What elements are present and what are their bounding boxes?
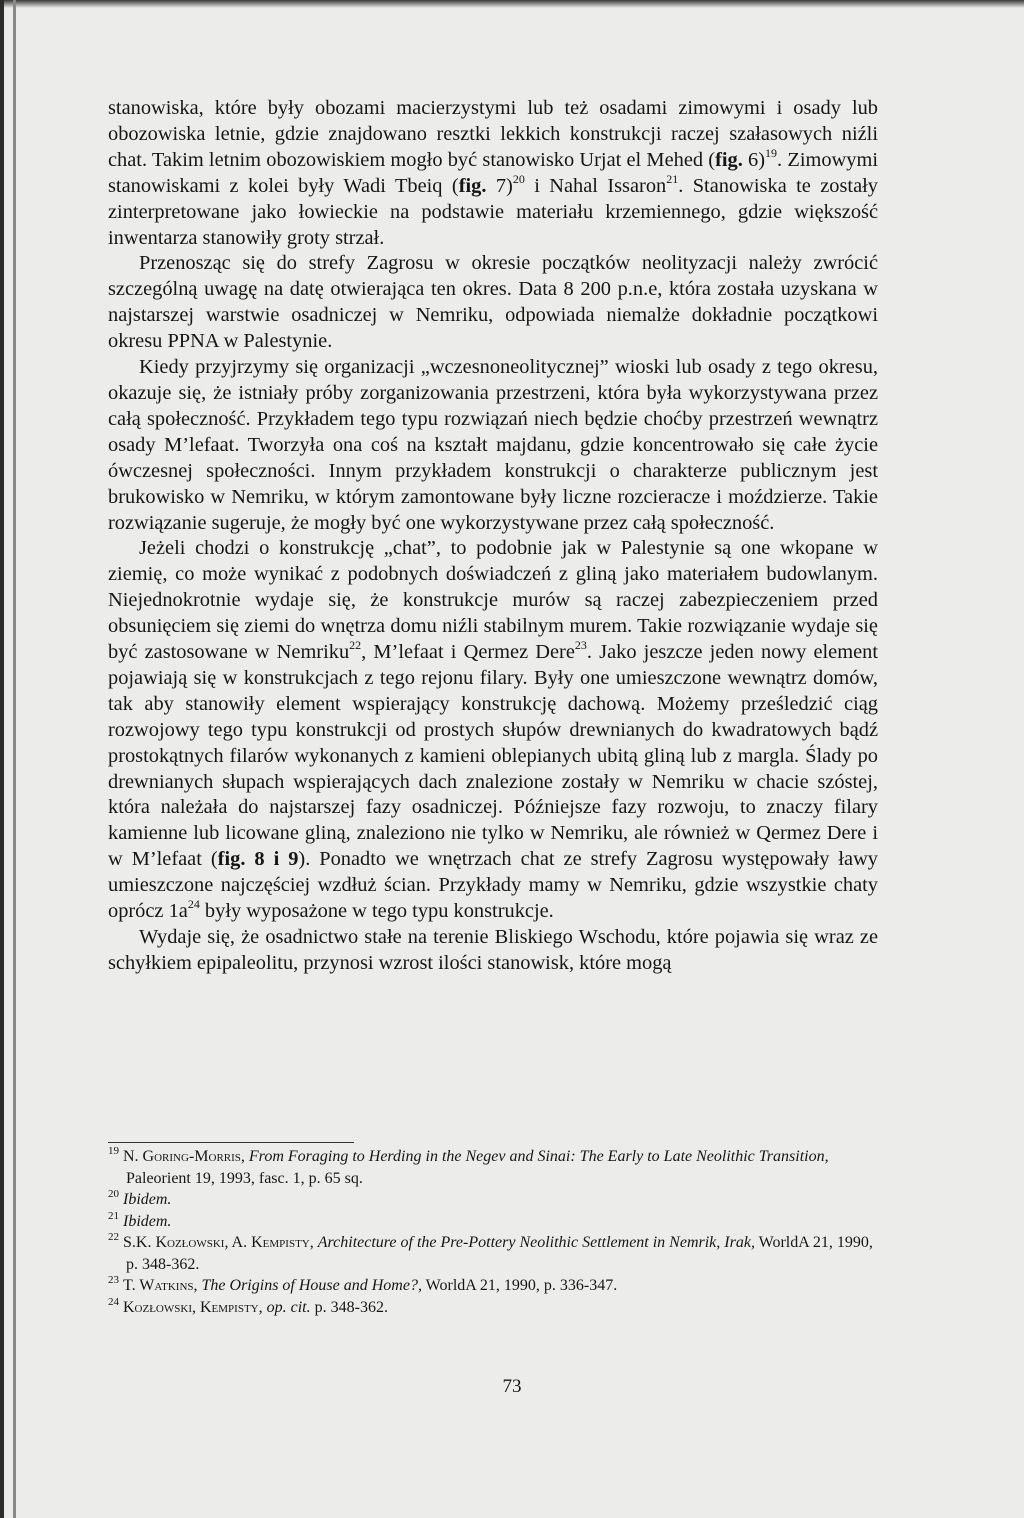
text-run: Jeżeli chodzi o konstrukcję „chat”, to podobnie jak w Palestynie są one wkopane w ziemię, co może wynikać z podobnych doświadczeń z gliną jako materiałem budowlanym. Niejednokrotnie wydaje się, że konstrukcje murów są raczej zabezpieczeniem przed obsunięciem się ziemi do wnętrza domu niźli stabilnym murem. Takie rozwiązanie wydaje się być zastosowane w Nemriku (108, 537, 878, 664)
text-run: 6) (742, 148, 766, 171)
paragraph-5: Wydaje się, że osadnictwo stałe na terenie Bliskiego Wschodu, które pojawia się wraz ze schyłkiem epipaleolitu, przynosi wzrost ilości stanowisk, które mogą (108, 926, 878, 974)
text-run: i Nahal Issaron (524, 174, 667, 197)
footnote-source: p. 348-362. (310, 1298, 388, 1316)
footnote-source: WorldA 21, 1990, p. 336-347. (421, 1277, 618, 1294)
footnote-text: Ibidem. (123, 1191, 172, 1208)
footnote-ref-20: 20 (512, 171, 525, 186)
footnote-author: T. Watkins, (123, 1277, 202, 1294)
footnote-19 (108, 1146, 878, 1189)
footnote-title: The Origins of House and Home?, (201, 1277, 422, 1294)
scan-top-shadow (0, 0, 1024, 8)
footnote-ref-22: 22 (349, 638, 362, 653)
footnote-number: 21 (108, 1209, 119, 1222)
footnote-source: Paleorient 19, 1993, fasc. 1, p. 65 sq. (126, 1169, 363, 1187)
text-run: 7) (486, 174, 513, 197)
footnote-number: 24 (108, 1295, 119, 1308)
text-run: . Jako jeszcze jeden nowy element pojawiają się w konstrukcjach z tego rejonu filary. Były one umieszczone wewnątrz domów, tak aby stanowiły element wspierający konstrukcję dachową. Możemy prześledzić ciąg rozwojowy tego typu konstrukcji od prostych słupów drewnianych do kwadratowych bądź prostokątnych filarów wykonanych z kamieni oblepianych ubitą gliną lub z margla. Ślady po drewnianych słupach wspierających dach znalezione zostały w Nemriku w chacie szóstej, która należała do najstarszej fazy osadniczej. Późniejsze fazy rozwoju, to znaczy filary kamienne lub licowane gliną, znaleziono nie tylko w Nemriku, ale również w Qermez Dere i w M’lefaat ( (108, 641, 878, 871)
book-binding-line (13, 0, 16, 1518)
paragraph-1 (108, 96, 878, 251)
footnotes (108, 1146, 878, 1318)
footnote-24 (108, 1297, 878, 1319)
footnote-ref-23: 23 (574, 638, 587, 653)
text-run: . Zimowymi stanowiskami z kolei były Wadi Tbeiq ( (108, 148, 878, 197)
text-run: stanowiska, które były obozami macierzystymi lub też osadami zimowymi i osady lub obozowiska letnie, gdzie znajdowano resztki lekkich konstrukcji raczej szałasowych niźli chat. Takim letnim obozowiskiem mogło być stanowisko Urjat el Mehed ( (108, 97, 878, 171)
footnote-20 (108, 1189, 878, 1211)
footnote-number: 19 (108, 1145, 119, 1157)
footnote-title: From Foraging to Herding in the Negev and Sinai: The Early to Late Neolithic Transition, (248, 1148, 829, 1165)
text-run: , M’lefaat i Qermez Dere (361, 641, 575, 664)
text-run: . Stanowiska te zostały zinterpretowane jako łowieckie na podstawie materiału krzemiennego, gdzie większość inwentarza stanowiły groty strzał. (108, 174, 878, 249)
footnote-author: Kozłowski, Kempisty, (123, 1298, 267, 1316)
footnote-title: op. cit. (266, 1298, 311, 1316)
footnote-ref-24: 24 (187, 897, 200, 912)
paragraph-3: Kiedy przyjrzymy się organizacji „wczesnoneolitycznej” wioski lub osady z tego okresu, okazuje się, że istniały próby zorganizowania przestrzeni, która była wykorzystywana przez całą społeczność. Przykładem tego typu rozwiązań niech będzie choćby przestrzeń wewnątrz osady M’lefaat. Tworzyła ona coś na kształt majdanu, gdzie koncentrowało się całe życie ówczesnej społeczności. Innym przykładem konstrukcji o charakterze publicznym jest brukowisko w Nemriku, w którym zamontowane były liczne rozcieracze i moździerze. Takie rozwiązanie sugeruje, że mogły być one wykorzystywane przez całą społeczność. (108, 356, 878, 534)
footnote-author: S.K. Kozłowski, A. Kempisty, (123, 1234, 318, 1251)
figure-ref: fig. (715, 148, 743, 171)
footnote-number: 20 (108, 1188, 119, 1200)
footnote-ref-21: 21 (666, 171, 679, 186)
page-number: 73 (502, 1376, 522, 1397)
footnote-author: N. Goring-Morris, (123, 1148, 249, 1165)
footnote-number: 22 (108, 1231, 119, 1243)
figure-ref: fig. 8 i 9 (217, 848, 299, 871)
body-text (108, 96, 878, 977)
footnote-23 (108, 1275, 878, 1297)
paragraph-4 (108, 536, 878, 925)
footnote-source: WorldA 21, 1990, p. 348-362. (126, 1234, 873, 1273)
footnote-title: Architecture of the Pre-Pottery Neolithic Settlement in Nemrik, Irak, (317, 1234, 755, 1251)
footnote-text: Ibidem. (123, 1212, 172, 1230)
paragraph-2: Przenosząc się do strefy Zagrosu w okresie początków neolityzacji należy zwrócić szczególną uwagę na datę otwierająca ten okres. Data 8 200 p.n.e, która została uzyskana w najstarszej warstwie osadniczej w Nemriku, odpowiada niemalże dokładnie początkowi okresu PPNA w Palestynie. (108, 252, 878, 353)
footnote-ref-19: 19 (765, 145, 778, 160)
text-run: były wyposażone w tego typu konstrukcje. (199, 900, 554, 923)
footnote-number: 23 (108, 1274, 119, 1286)
footnote-21 (108, 1211, 878, 1233)
text-run: ). Ponadto we wnętrzach chat ze strefy Zagrosu występowały ławy umieszczone najczęściej wzdłuż ścian. Przykłady mamy w Nemriku, gdzie wszystkie chaty oprócz 1a (108, 848, 878, 923)
footnote-22 (108, 1232, 878, 1275)
footnote-separator (108, 1142, 354, 1143)
figure-ref: fig. (458, 174, 487, 197)
book-binding-edge (0, 0, 4, 1518)
